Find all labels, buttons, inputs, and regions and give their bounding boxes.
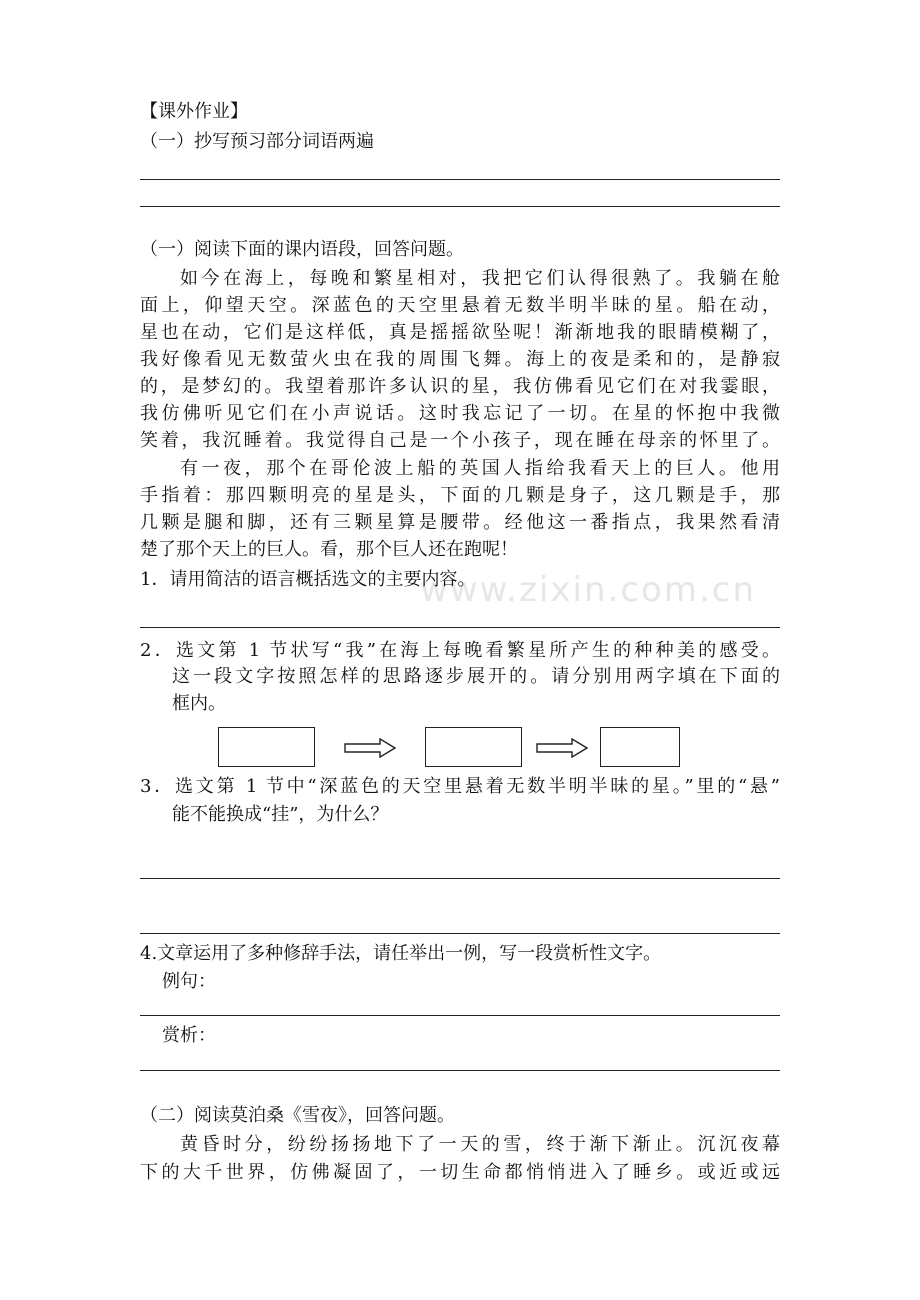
answer-line <box>140 206 780 207</box>
answer-box-3[interactable] <box>600 727 680 767</box>
passage-line: 有一夜，那个在哥伦波上船的英国人指给我看天上的巨人。他用 <box>180 458 780 479</box>
homework-title: 【课外作业】 <box>140 101 248 122</box>
analysis-label: 赏析： <box>162 1025 216 1046</box>
passage-line: 的，是梦幻的。我望着那许多认识的星，我仿佛看见它们在对我霎眼， <box>140 376 780 397</box>
right-arrow-icon <box>344 738 396 758</box>
passage-line: 几颗是腿和脚，还有三颗星算是腰带。经他这一番指点，我果然看清 <box>140 512 780 533</box>
question-2: 2．选文第 1 节状写“我”在海上每晚看繁星所产生的种种美的感受。 <box>140 640 780 661</box>
answer-line <box>140 1070 780 1071</box>
answer-line <box>140 933 780 934</box>
passage-line: 笑着，我沉睡着。我觉得自己是一个小孩子，现在睡在母亲的怀里了。 <box>140 430 780 451</box>
watermark: www.zixin.com.cn <box>420 570 756 610</box>
passage-line: 如今在海上，每晚和繁星相对，我把它们认得很熟了。我躺在舱 <box>180 268 780 289</box>
passage-line: 下的大千世界，仿佛凝固了，一切生命都悄悄进入了睡乡。或近或远 <box>140 1162 780 1183</box>
part2-heading: （二）阅读莫泊桑《雪夜》，回答问题。 <box>140 1105 455 1126</box>
task-copy-words: （一）抄写预习部分词语两遍 <box>140 131 374 152</box>
passage-line: 手指着：那四颗明亮的星是头，下面的几颗是身子，这几颗是手，那 <box>140 485 780 506</box>
answer-line <box>140 179 780 180</box>
example-label: 例句： <box>162 971 216 992</box>
part1-heading: （一）阅读下面的课内语段，回答问题。 <box>140 239 464 260</box>
question-3-continued: 能不能换成“挂”，为什么？ <box>172 804 389 825</box>
answer-line <box>140 1015 780 1016</box>
right-arrow-icon <box>536 738 588 758</box>
answer-box-1[interactable] <box>218 727 315 767</box>
passage-line: 我仿佛听见它们在小声说话。这时我忘记了一切。在星的怀抱中我微 <box>140 403 780 424</box>
question-1: 1．请用简洁的语言概括选文的主要内容。 <box>140 569 476 590</box>
passage-line: 黄昏时分，纷纷扬扬地下了一天的雪，终于渐下渐止。沉沉夜幕 <box>180 1134 780 1155</box>
question-3: 3．选文第 1 节中“深蓝色的天空里悬着无数半明半昧的星。”里的“悬” <box>140 776 780 797</box>
question-2-continued: 框内。 <box>172 693 226 714</box>
answer-line <box>140 627 780 628</box>
answer-line <box>140 878 780 879</box>
passage-line: 面上，仰望天空。深蓝色的天空里悬着无数半明半昧的星。船在动， <box>140 295 780 316</box>
passage-line: 楚了那个天上的巨人。看，那个巨人还在跑呢！ <box>140 539 518 560</box>
question-2-continued: 这一段文字按照怎样的思路逐步展开的。请分别用两字填在下面的 <box>172 666 780 687</box>
passage-line: 星也在动，它们是这样低，真是摇摇欲坠呢！渐渐地我的眼睛模糊了， <box>140 322 780 343</box>
answer-box-2[interactable] <box>425 727 522 767</box>
question-4: 4.文章运用了多种修辞手法，请任举出一例，写一段赏析性文字。 <box>140 943 662 964</box>
passage-line: 我好像看见无数萤火虫在我的周围飞舞。海上的夜是柔和的，是静寂 <box>140 349 780 370</box>
